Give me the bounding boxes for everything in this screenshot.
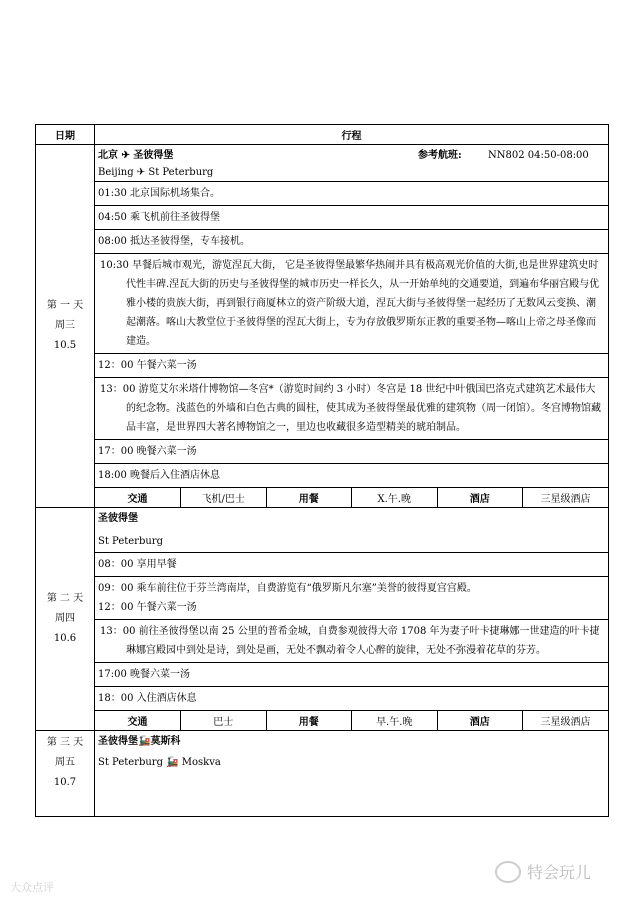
day2-transport-value: 巴士	[181, 711, 267, 730]
date-column-header: 日期	[36, 125, 95, 145]
day1-item-6: 13：00 游览艾尔米塔什博物馆—冬宫*（游览时间约 3 小时）冬宫是 18 世纪中叶俄国巴洛克式建筑艺术最伟大的纪念物。浅蓝色的外墙和白色古典的圆柱，使其成为圣彼得堡最优雅的建筑物（周一闭馆）。冬宫博物馆藏品丰富，是世界四大著名博物馆之一，里边也收藏很多造型精美的琥珀制品。	[95, 378, 608, 440]
day3-route-en: St Peterburg 🚂 Moskva	[98, 757, 221, 768]
watermark-right	[495, 860, 591, 883]
day2-item-6: 18：00 入住酒店休息	[95, 687, 608, 711]
day2-item-2: 09：00 乘车前往位于芬兰湾南岸，自费游览有“俄罗斯凡尔塞”美誉的彼得夏宫宫殿。	[98, 583, 477, 594]
day1-item-1: 01:30 北京国际机场集合。	[95, 182, 608, 206]
day2-date: 10.6	[53, 633, 77, 644]
day2-label: 第 二 天	[46, 593, 84, 604]
day1-label: 第 一 天	[46, 300, 84, 311]
day3-weekday: 周五	[55, 757, 75, 768]
day2-meal-label: 用餐	[266, 711, 352, 730]
day2-summary-row	[95, 711, 608, 730]
day1-item-4: 10:30 早餐后城市观光，游览涅瓦大街， 它是圣彼得堡最繁华热闹并具有极高观光价值的大街,也是世界建筑史时代性丰碑.涅瓦大街的历史与圣彼得堡的城市历史一样长久，从一开始单纯的交通要道，到遍布华丽宫殿与优雅小楼的贵族大街，再到银行商厦林立的资产阶级大道，涅瓦大街与圣彼得堡一起经历了无数风云变换、潮起潮落。喀山大教堂位于圣彼得堡的涅瓦大街上，专为存放俄罗斯东正教的重要圣物—喀山上帝之母圣像而建造。	[95, 254, 608, 354]
day1-weekday: 周三	[55, 320, 75, 331]
day3-date: 10.7	[53, 777, 77, 788]
watermark-left: 大众点评	[10, 881, 54, 894]
day1-route-en: Beijing ✈ St Peterburg	[98, 167, 214, 178]
watermark-right-text: 特会玩儿	[527, 863, 592, 882]
day1-details	[95, 145, 609, 508]
day1-meal-label: 用餐	[266, 488, 352, 507]
day2-item-3: 12：00 午餐六菜一汤	[95, 598, 608, 620]
day1-item-3: 08:00 抵达圣彼得堡，专车接机。	[95, 230, 608, 254]
day2-cell	[36, 508, 95, 731]
day1-transport-label: 交通	[127, 494, 148, 505]
day2-transport-label: 交通	[127, 717, 148, 728]
day1-item-5: 12：00 午餐六菜一汤	[95, 354, 608, 378]
day2-item-1: 08：00 享用早餐	[95, 553, 608, 577]
day2-details	[95, 508, 609, 731]
day2-weekday: 周四	[55, 613, 75, 624]
day2-hotel-value: 三星级酒店	[523, 711, 609, 730]
day1-item-2: 04:50 乘飞机前往圣彼得堡	[95, 206, 608, 230]
day1-transport-value: 飞机/巴士	[181, 488, 267, 507]
day2-item-4: 13：00 前往圣彼得堡以南 25 公里的普希金城，自费参观彼得大帝 1708 年为妻子叶卡捷琳娜一世建造的叶卡捷琳娜宫殿园中到处是诗，到处是画，无处不飘动着令人心醉的旋律，无处不弥漫着花草的芬芳。	[95, 620, 608, 663]
day1-summary-row	[95, 488, 608, 507]
day3-route-cn: 圣彼得堡🚂莫斯科	[98, 736, 181, 747]
day2-route-en: St Peterburg	[98, 536, 163, 547]
day2-item-5: 17:00 晚餐六菜一汤	[95, 663, 608, 687]
day1-cell	[36, 145, 95, 508]
day1-hotel-label: 酒店	[437, 488, 523, 507]
day1-date: 10.5	[53, 340, 77, 351]
day1-flight-value: NN802 04:50-08:00	[488, 150, 589, 161]
wechat-icon	[495, 861, 521, 883]
day1-hotel-value: 三星级酒店	[523, 488, 609, 507]
itinerary-column-header: 行程	[95, 125, 609, 145]
day3-details	[95, 731, 609, 817]
day3-label: 第 三 天	[46, 737, 84, 748]
day3-cell	[36, 731, 95, 817]
day1-item-7: 17：00 晚餐六菜一汤	[95, 440, 608, 464]
day2-route-cn: 圣彼得堡	[98, 513, 138, 524]
day1-meal-value: X.午.晚	[352, 488, 438, 507]
day1-flight-label: 参考航班:	[418, 150, 462, 161]
day1-route-cn: 北京 ✈ 圣彼得堡	[98, 150, 174, 161]
itinerary-table	[35, 124, 609, 817]
day2-hotel-label: 酒店	[437, 711, 523, 730]
day1-item-8: 18:00 晚餐后入住酒店休息	[95, 464, 608, 488]
day2-meal-value: 早.午.晚	[352, 711, 438, 730]
